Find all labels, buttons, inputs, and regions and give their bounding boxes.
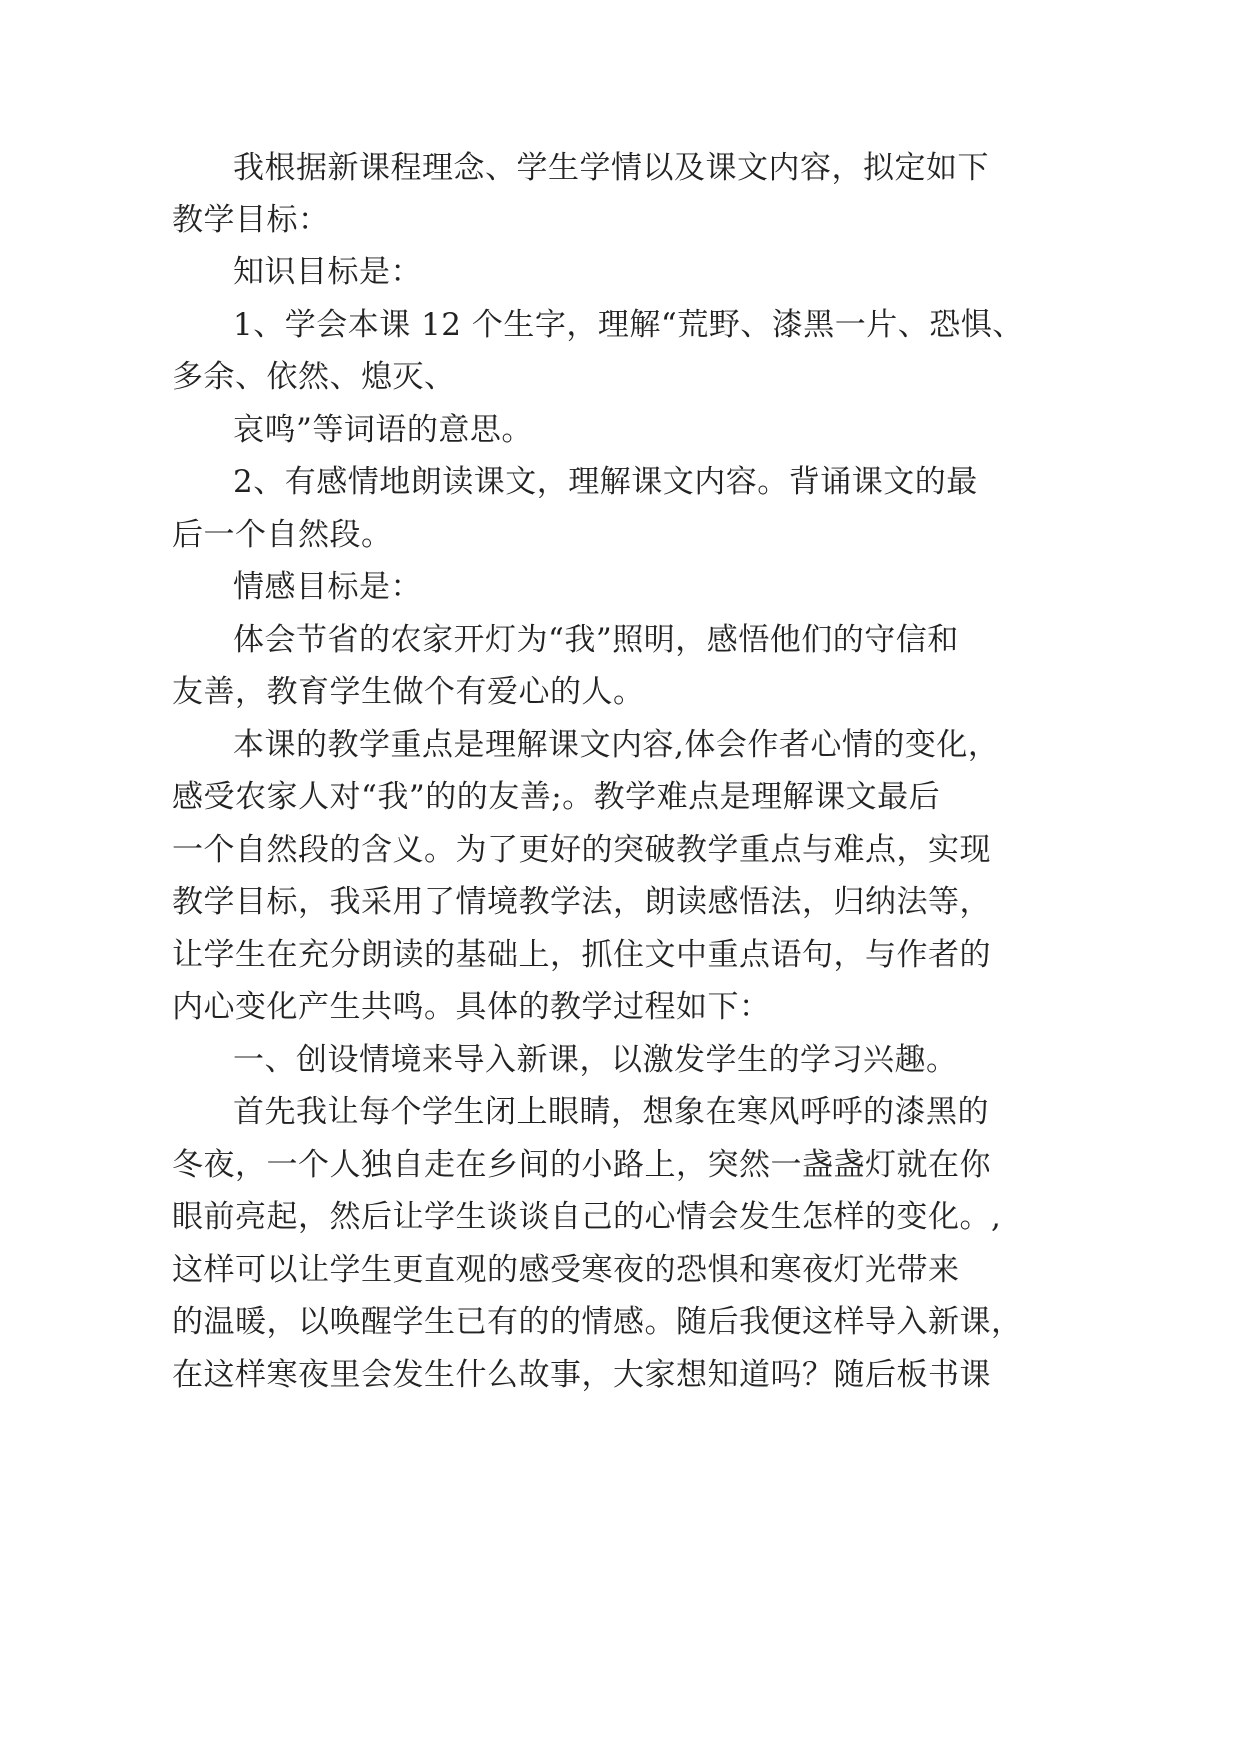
text-line: 教学目标： (172, 202, 330, 238)
text-line: 本课的教学重点是理解课文内容,体会作者心情的变化， (233, 727, 1000, 763)
text-line: 教学目标，我采用了情境教学法，朗读感悟法，归纳法等， (172, 884, 991, 920)
text-line: 眼前亮起，然后让学生谈谈自己的心情会发生怎样的变化。, (172, 1199, 1002, 1235)
text-line: 在这样寒夜里会发生什么故事，大家想知道吗？随后板书课 (172, 1357, 991, 1393)
text-line: 内心变化产生共鸣。具体的教学过程如下： (172, 989, 771, 1025)
text-line: 让学生在充分朗读的基础上，抓住文中重点语句，与作者的 (172, 937, 991, 973)
text-line: 情感目标是： (233, 569, 422, 605)
text-line: 2、有感情地朗读课文，理解课文内容。背诵课文的最 (233, 464, 978, 500)
text-line: 一、创设情境来导入新课，以激发学生的学习兴趣。 (233, 1042, 958, 1078)
text-line: 体会节省的农家开灯为“我”照明，感悟他们的守信和 (233, 622, 959, 658)
text-line: 1、学会本课 12 个生字，理解“荒野、漆黑一片、恐惧、 (233, 307, 1024, 343)
text-line: 一个自然段的含义。为了更好的突破教学重点与难点，实现 (172, 832, 991, 868)
text-line: 冬夜，一个人独自走在乡间的小路上，突然一盏盏灯就在你 (172, 1147, 991, 1183)
text-line: 知识目标是： (233, 254, 422, 290)
text-line: 我根据新课程理念、学生学情以及课文内容，拟定如下 (233, 150, 989, 186)
text-line: 友善，教育学生做个有爱心的人。 (172, 674, 645, 710)
text-line: 的温暖，以唤醒学生已有的的情感。随后我便这样导入新课， (172, 1304, 1023, 1340)
text-line: 首先我让每个学生闭上眼睛，想象在寒风呼呼的漆黑的 (233, 1094, 989, 1130)
text-line: 多余、依然、熄灭、 (172, 359, 456, 395)
text-line: 感受农家人对“我”的的友善;。教学难点是理解课文最后 (172, 779, 941, 815)
text-line: 这样可以让学生更直观的感受寒夜的恐惧和寒夜灯光带来 (172, 1252, 960, 1288)
text-line: 哀鸣”等词语的意思。 (233, 412, 533, 448)
text-line: 后一个自然段。 (172, 517, 393, 553)
